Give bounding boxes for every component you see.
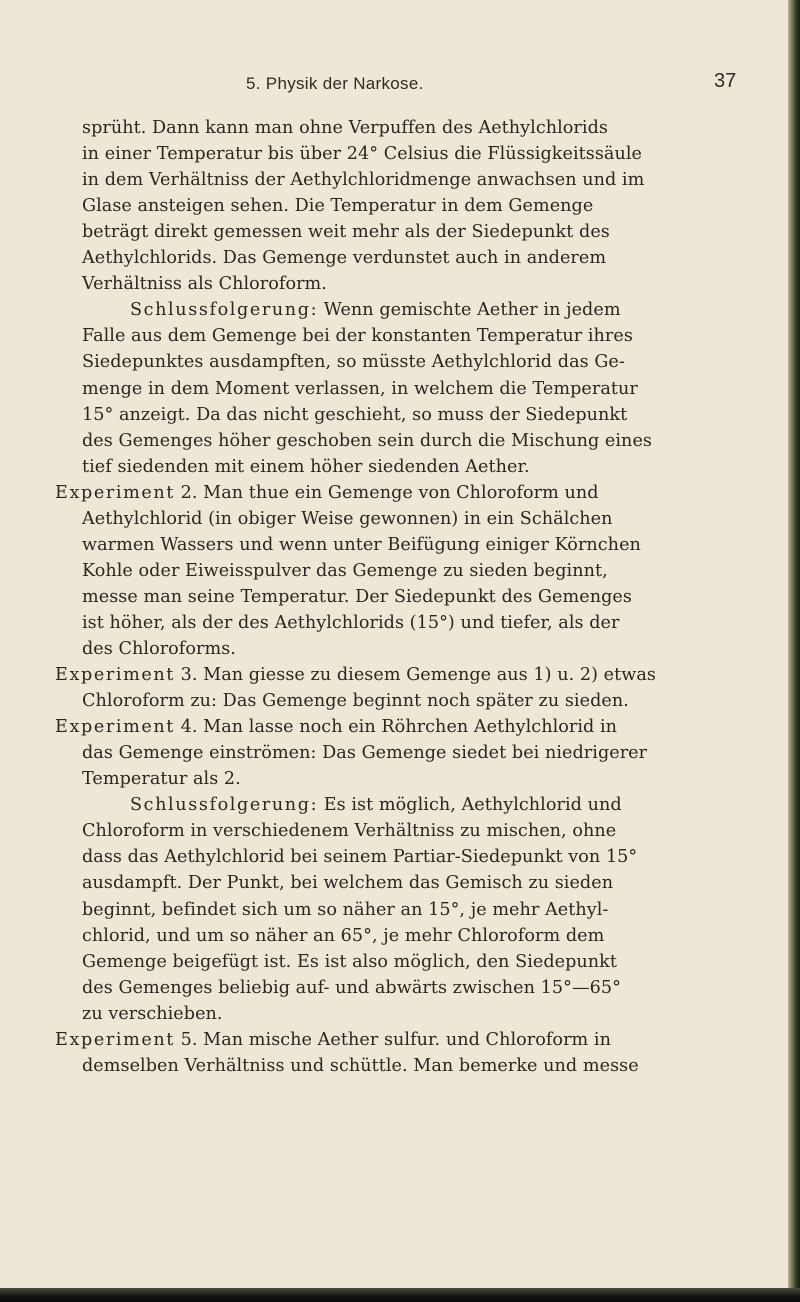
text-segment: Gemenge beigefügt ist. Es ist also möglich, den Siedepunkt	[82, 951, 618, 972]
text-segment: Siedepunktes ausdampften, so müsste Aethylchlorid das Ge-	[82, 352, 625, 373]
text-line	[82, 219, 610, 245]
text-segment: 15° anzeigt. Da das nicht geschieht, so muss der Siedepunkt	[82, 404, 628, 425]
text-segment: Chloroform zu: Das Gemenge beginnt noch später zu sieden.	[82, 691, 629, 712]
text-segment: in einer Temperatur bis über 24° Celsius die Flüssigkeitssäule	[82, 144, 642, 165]
text-segment: ausdampft. Der Punkt, bei welchem das Gemisch zu sieden	[82, 873, 614, 894]
text-line	[82, 115, 608, 141]
text-segment: beträgt direkt gemessen weit mehr als der Siedepunkt des	[82, 222, 610, 243]
text-segment: Es ist möglich, Aethylchlorid und	[318, 795, 622, 816]
text-line	[82, 636, 236, 662]
text-segment: warmen Wassers und wenn unter Beifügung einiger Körnchen	[82, 534, 641, 555]
text-segment: demselben Verhältniss und schüttle. Man bemerke und messe	[82, 1055, 639, 1076]
text-line	[82, 349, 625, 375]
text-segment: dass das Aethylchlorid bei seinem Partiar-Siedepunkt von 15°	[82, 847, 638, 868]
text-line	[82, 167, 644, 193]
text-line	[82, 271, 327, 297]
text-line	[82, 1001, 223, 1027]
text-line	[82, 584, 632, 610]
text-segment: 2. Man thue ein Gemenge von Chloroform und	[174, 482, 599, 503]
text-line	[82, 923, 604, 949]
text-line	[82, 532, 641, 558]
text-line	[82, 870, 613, 896]
text-line	[55, 714, 617, 740]
text-segment: beginnt, befindet sich um so näher an 15°, je mehr Aethyl-	[82, 899, 609, 920]
text-line	[82, 402, 627, 428]
text-segment: des Gemenges höher geschoben sein durch die Mischung eines	[82, 430, 652, 451]
text-line	[82, 844, 637, 870]
text-segment: Kohle oder Eiweisspulver das Gemenge zu sieden beginnt,	[82, 560, 608, 581]
spaced-heading-word: Schlussfolgerung:	[130, 795, 319, 816]
text-line	[82, 766, 241, 792]
text-line	[82, 975, 621, 1001]
text-segment: zu verschieben.	[82, 1003, 223, 1024]
text-line	[82, 506, 613, 532]
text-segment: Glase ansteigen sehen. Die Temperatur in dem Gemenge	[82, 196, 594, 217]
book-edge-right	[788, 0, 800, 1302]
spaced-heading-word: Experiment	[55, 482, 175, 503]
text-line	[82, 1053, 639, 1079]
spaced-heading-word: Experiment	[55, 1029, 175, 1050]
spaced-heading-word: Experiment	[55, 665, 175, 686]
spaced-heading-word: Experiment	[55, 717, 175, 738]
text-segment: 5. Man mische Aether sulfur. und Chloroform in	[174, 1029, 611, 1050]
text-segment: Chloroform in verschiedenem Verhältniss zu mischen, ohne	[82, 821, 617, 842]
text-segment: in dem Verhältniss der Aethylchloridmenge anwachsen und im	[82, 170, 645, 191]
text-segment: tief siedenden mit einem höher siedenden Aether.	[82, 456, 530, 477]
text-segment: des Chloroforms.	[82, 639, 236, 659]
text-line	[82, 245, 606, 271]
text-segment: menge in dem Moment verlassen, in welchem die Temperatur	[82, 378, 638, 399]
text-segment: des Gemenges beliebig auf- und abwärts zwischen 15°—65°	[82, 977, 621, 998]
text-line	[82, 193, 593, 219]
text-segment: 4. Man lasse noch ein Röhrchen Aethylchlorid in	[174, 717, 618, 738]
page-number: 37	[714, 70, 737, 92]
text-line	[82, 141, 642, 167]
text-line	[55, 480, 599, 506]
spaced-heading-word: Schlussfolgerung:	[130, 300, 319, 321]
text-line	[82, 949, 617, 975]
text-line	[82, 376, 638, 402]
text-segment: sprüht. Dann kann man ohne Verpuffen des Aethylchlorids	[82, 118, 608, 138]
text-line	[82, 610, 619, 636]
text-line	[130, 792, 622, 818]
text-line	[130, 297, 621, 323]
text-line	[82, 818, 616, 844]
text-line	[82, 428, 652, 454]
text-segment: 3. Man giesse zu diesem Gemenge aus 1) u. 2) etwas	[174, 665, 656, 686]
text-line	[82, 323, 633, 349]
text-line	[82, 740, 647, 766]
text-segment: ist höher, als der des Aethylchlorids (15°) und tiefer, als der	[82, 612, 620, 633]
text-segment: messe man seine Temperatur. Der Siedepunkt des Gemenges	[82, 586, 632, 607]
text-segment: Falle aus dem Gemenge bei der konstanten Temperatur ihres	[82, 326, 633, 347]
text-segment: das Gemenge einströmen: Das Gemenge siedet bei niedrigerer	[82, 743, 648, 764]
text-line	[82, 558, 608, 584]
text-line	[82, 688, 629, 714]
text-segment: Aethylchlorid (in obiger Weise gewonnen) in ein Schälchen	[82, 508, 613, 529]
text-line	[55, 1027, 611, 1053]
text-segment: chlorid, und um so näher an 65°, je mehr Chloroform dem	[82, 925, 605, 946]
text-line	[82, 897, 608, 923]
text-segment: Aethylchlorids. Das Gemenge verdunstet auch in anderem	[82, 248, 607, 269]
running-head: 5. Physik der Narkose.	[246, 74, 424, 93]
page-header	[0, 70, 790, 100]
text-line	[55, 662, 656, 688]
book-edge-bottom	[0, 1288, 800, 1302]
text-segment: Wenn gemischte Aether in jedem	[318, 300, 621, 321]
text-line	[82, 454, 530, 480]
text-segment: Temperatur als 2.	[82, 769, 241, 790]
text-segment: Verhältniss als Chloroform.	[82, 274, 327, 295]
